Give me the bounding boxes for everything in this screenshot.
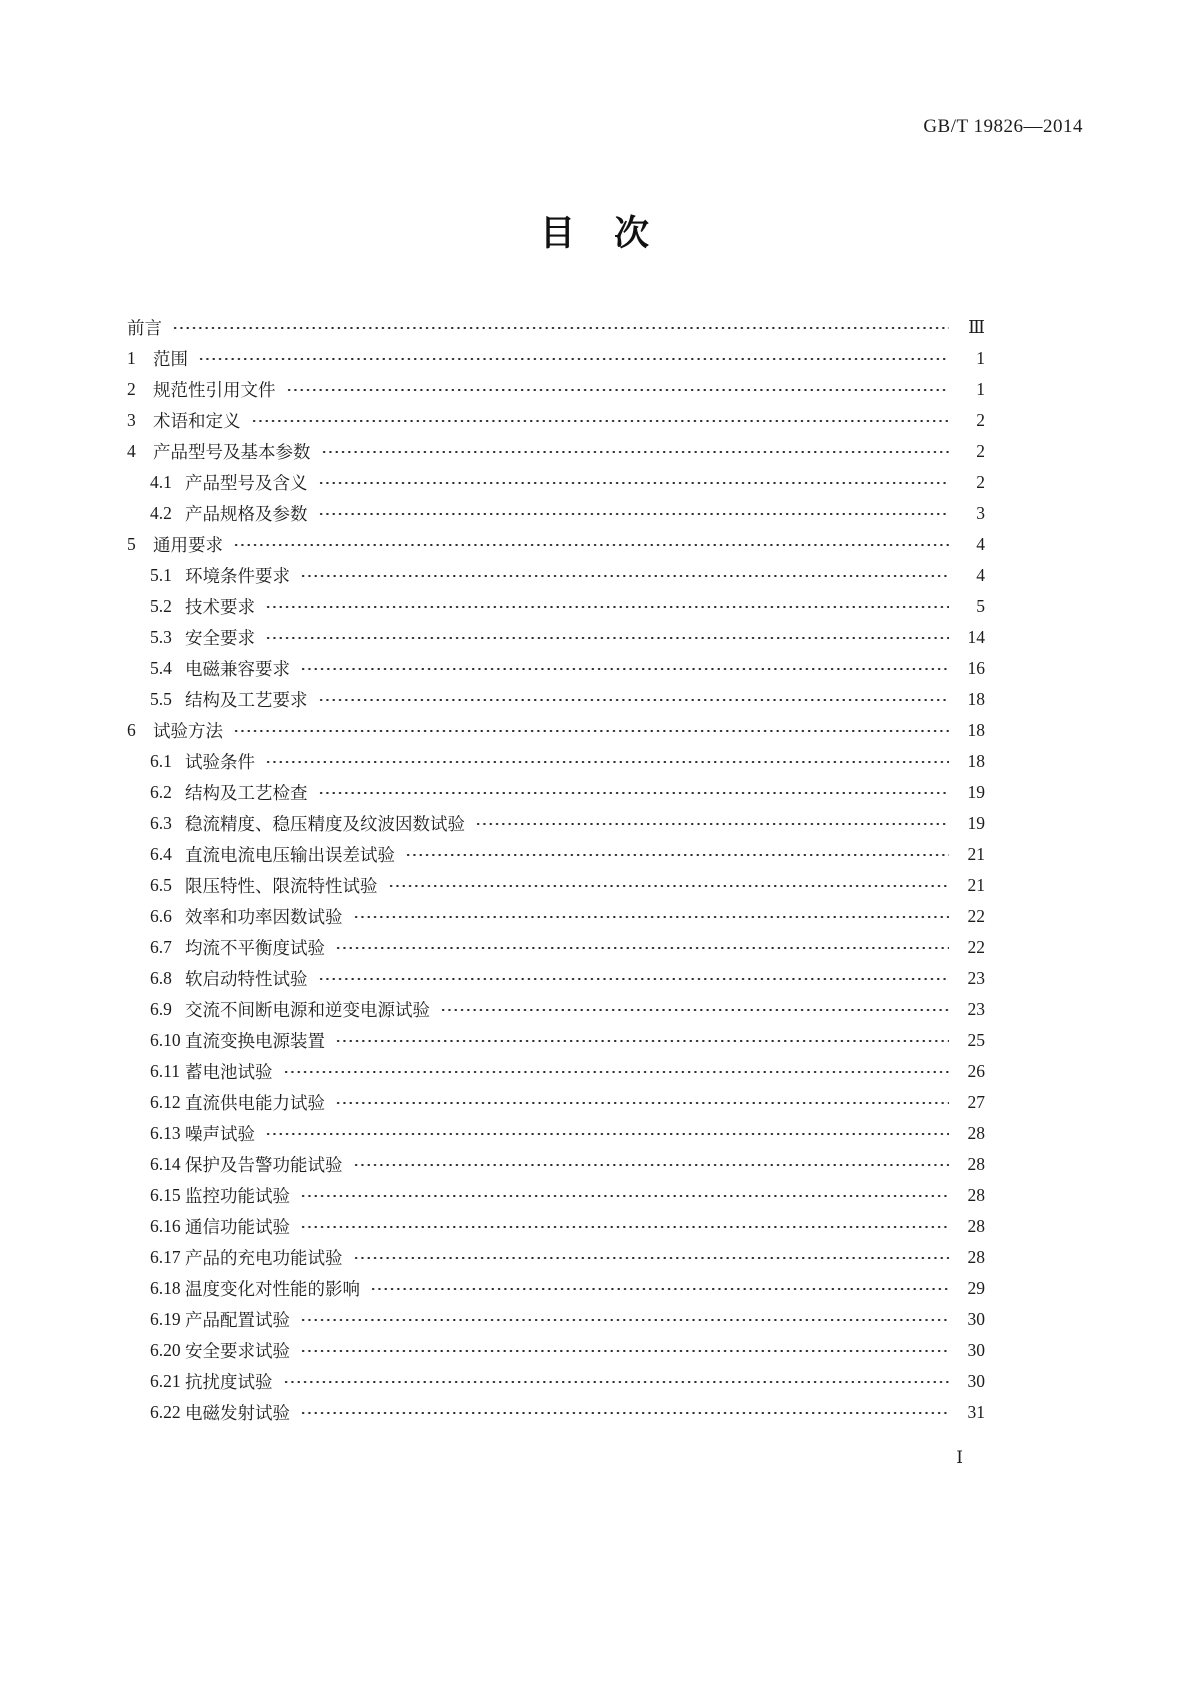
toc-entry-page: 1: [976, 348, 985, 368]
toc-entry-page: 2: [976, 472, 985, 492]
toc-entry-number: 6.1: [150, 751, 172, 771]
toc-row[interactable]: [150, 1056, 985, 1087]
toc-entry-label: 试验方法: [153, 721, 223, 741]
toc-entry-label: 软启动特性试验: [185, 969, 308, 989]
toc-leader-dots: [300, 1404, 949, 1424]
toc-entry-page: 18: [967, 720, 985, 740]
toc-row[interactable]: [127, 312, 985, 343]
toc-entry-page: 5: [976, 596, 985, 616]
toc-leader-dots: [335, 939, 949, 959]
toc-entry-label: 通信功能试验: [185, 1217, 290, 1237]
toc-entry-number: 6.17: [150, 1247, 181, 1267]
toc-row[interactable]: [150, 560, 985, 591]
toc-row[interactable]: [150, 1335, 985, 1366]
toc-entry-label: 噪声试验: [185, 1124, 255, 1144]
toc-entry-label: 蓄电池试验: [185, 1062, 273, 1082]
toc-entry-page: 30: [967, 1309, 985, 1329]
toc-entry-number: 6.12: [150, 1092, 181, 1112]
toc-row[interactable]: [150, 1242, 985, 1273]
toc-entry-label: 安全要求试验: [185, 1341, 290, 1361]
toc-entry-label: 限压特性、限流特性试验: [185, 876, 378, 896]
toc-entry-number: 6.4: [150, 844, 172, 864]
toc-entry-label: 前言: [127, 318, 162, 338]
toc-entry-number: 3: [127, 410, 136, 430]
toc-leader-dots: [233, 536, 949, 556]
toc-entry-label: 产品型号及含义: [185, 473, 308, 493]
standard-number: GB/T 19826—2014: [923, 116, 1083, 137]
toc-entry-number: 6.5: [150, 875, 172, 895]
toc-list: [127, 312, 985, 1428]
toc-entry-page: 26: [967, 1061, 985, 1081]
toc-leader-dots: [233, 722, 949, 742]
toc-entry-label: 温度变化对性能的影响: [185, 1279, 360, 1299]
toc-entry-label: 范围: [153, 349, 188, 369]
toc-row[interactable]: [150, 1025, 985, 1056]
toc-entry-number: 6.11: [150, 1061, 180, 1081]
toc-leader-dots: [283, 1373, 950, 1393]
toc-entry-label: 稳流精度、稳压精度及纹波因数试验: [185, 814, 465, 834]
folio-page-number: Ⅰ: [956, 1448, 963, 1467]
toc-leader-dots: [321, 443, 950, 463]
toc-row[interactable]: [127, 436, 985, 467]
toc-entry-number: 6.21: [150, 1371, 181, 1391]
toc-entry-page: 21: [967, 844, 985, 864]
toc-entry-page: 4: [976, 534, 985, 554]
toc-entry-label: 抗扰度试验: [185, 1372, 273, 1392]
toc-entry-number: 5.4: [150, 658, 172, 678]
toc-row[interactable]: [150, 498, 985, 529]
toc-entry-number: 6.13: [150, 1123, 181, 1143]
toc-leader-dots: [265, 753, 949, 773]
toc-row[interactable]: [150, 653, 985, 684]
toc-entry-label: 监控功能试验: [185, 1186, 290, 1206]
toc-leader-dots: [283, 1063, 950, 1083]
toc-entry-label: 环境条件要求: [185, 566, 290, 586]
toc-entry-label: 保护及告警功能试验: [185, 1155, 343, 1175]
toc-entry-label: 规范性引用文件: [153, 380, 276, 400]
toc-leader-dots: [318, 691, 950, 711]
toc-entry-page: 2: [976, 410, 985, 430]
toc-row[interactable]: [127, 343, 985, 374]
toc-entry-page: 18: [967, 751, 985, 771]
toc-entry-number: 6.14: [150, 1154, 181, 1174]
toc-leader-dots: [300, 1342, 949, 1362]
toc-entry-number: 4: [127, 441, 136, 461]
toc-entry-page: 28: [967, 1247, 985, 1267]
toc-leader-dots: [353, 1156, 950, 1176]
toc-entry-number: 6.6: [150, 906, 172, 926]
toc-leader-dots: [251, 412, 950, 432]
toc-row[interactable]: [150, 467, 985, 498]
toc-entry-number: 5.2: [150, 596, 172, 616]
toc-entry-page: 3: [976, 503, 985, 523]
toc-entry-label: 产品的充电功能试验: [185, 1248, 343, 1268]
toc-leader-dots: [286, 381, 950, 401]
toc-row[interactable]: [150, 1118, 985, 1149]
toc-entry-page: 30: [967, 1371, 985, 1391]
toc-row[interactable]: [150, 963, 985, 994]
toc-entry-page: 4: [976, 565, 985, 585]
toc-entry-label: 安全要求: [185, 628, 255, 648]
toc-entry-label: 效率和功率因数试验: [185, 907, 343, 927]
toc-entry-page: 21: [967, 875, 985, 895]
toc-entry-number: 5.1: [150, 565, 172, 585]
toc-entry-label: 产品型号及基本参数: [153, 442, 311, 462]
toc-row[interactable]: [150, 746, 985, 777]
toc-row[interactable]: [150, 1149, 985, 1180]
toc-entry-label: 直流供电能力试验: [185, 1093, 325, 1113]
toc-entry-label: 通用要求: [153, 535, 223, 555]
toc-leader-dots: [318, 474, 950, 494]
toc-entry-number: 5.5: [150, 689, 172, 709]
toc-row[interactable]: [150, 1211, 985, 1242]
toc-entry-label: 产品配置试验: [185, 1310, 290, 1330]
toc-entry-page: 28: [967, 1216, 985, 1236]
toc-leader-dots: [335, 1094, 949, 1114]
toc-leader-dots: [300, 1218, 949, 1238]
toc-entry-page: 2: [976, 441, 985, 461]
toc-entry-number: 5.3: [150, 627, 172, 647]
toc-leader-dots: [198, 350, 949, 370]
toc-leader-dots: [475, 815, 949, 835]
toc-entry-number: 6.8: [150, 968, 172, 988]
toc-entry-label: 直流电流电压输出误差试验: [185, 845, 395, 865]
toc-entry-number: 6.10: [150, 1030, 181, 1050]
toc-entry-number: 6.15: [150, 1185, 181, 1205]
toc-entry-number: 6.19: [150, 1309, 181, 1329]
toc-entry-label: 技术要求: [185, 597, 255, 617]
toc-row[interactable]: [150, 1273, 985, 1304]
toc-entry-number: 1: [127, 348, 136, 368]
toc-entry-label: 试验条件: [185, 752, 255, 772]
toc-row[interactable]: [150, 1087, 985, 1118]
toc-leader-dots: [265, 598, 949, 618]
toc-row[interactable]: [150, 1304, 985, 1335]
toc-leader-dots: [388, 877, 950, 897]
toc-row[interactable]: [150, 808, 985, 839]
toc-leader-dots: [318, 970, 950, 990]
toc-row[interactable]: [127, 405, 985, 436]
page-title: 目 次: [539, 214, 651, 253]
toc-leader-dots: [318, 505, 950, 525]
toc-entry-number: 4.1: [150, 472, 172, 492]
toc-entry-number: 6: [127, 720, 136, 740]
toc-entry-page: 19: [967, 782, 985, 802]
toc-entry-page: 27: [967, 1092, 985, 1112]
toc-row[interactable]: [127, 715, 985, 746]
toc-entry-label: 交流不间断电源和逆变电源试验: [185, 1000, 430, 1020]
toc-leader-dots: [300, 660, 949, 680]
toc-leader-dots: [300, 567, 949, 587]
toc-leader-dots: [353, 908, 950, 928]
toc-entry-number: 4.2: [150, 503, 172, 523]
toc-entry-page: 16: [967, 658, 985, 678]
toc-entry-number: 6.22: [150, 1402, 181, 1422]
toc-entry-page: 19: [967, 813, 985, 833]
toc-row[interactable]: [150, 870, 985, 901]
toc-row[interactable]: [150, 591, 985, 622]
toc-entry-label: 直流变换电源装置: [185, 1031, 325, 1051]
toc-entry-label: 均流不平衡度试验: [185, 938, 325, 958]
toc-entry-label: 术语和定义: [153, 411, 241, 431]
toc-entry-page: 14: [967, 627, 985, 647]
toc-entry-page: 23: [967, 999, 985, 1019]
toc-entry-label: 结构及工艺要求: [185, 690, 308, 710]
toc-row[interactable]: [150, 932, 985, 963]
toc-row[interactable]: [127, 374, 985, 405]
toc-leader-dots: [440, 1001, 949, 1021]
toc-row[interactable]: [150, 839, 985, 870]
toc-entry-page: 31: [967, 1402, 985, 1422]
toc-entry-label: 产品规格及参数: [185, 504, 308, 524]
toc-row[interactable]: [150, 622, 985, 653]
toc-entry-page: 22: [967, 906, 985, 926]
toc-entry-page: 25: [967, 1030, 985, 1050]
toc-entry-number: 6.20: [150, 1340, 181, 1360]
toc-leader-dots: [172, 319, 949, 339]
toc-leader-dots: [335, 1032, 949, 1052]
toc-entry-page: 28: [967, 1123, 985, 1143]
toc-entry-page: 22: [967, 937, 985, 957]
toc-row[interactable]: [150, 777, 985, 808]
toc-entry-number: 6.18: [150, 1278, 181, 1298]
toc-entry-page: 1: [976, 379, 985, 399]
toc-entry-page: 23: [967, 968, 985, 988]
toc-entry-page: 28: [967, 1154, 985, 1174]
toc-entry-label: 电磁兼容要求: [185, 659, 290, 679]
toc-leader-dots: [300, 1311, 949, 1331]
toc-entry-number: 6.16: [150, 1216, 181, 1236]
toc-leader-dots: [265, 1125, 949, 1145]
toc-leader-dots: [300, 1187, 949, 1207]
toc-entry-page: 29: [967, 1278, 985, 1298]
toc-entry-label: 电磁发射试验: [185, 1403, 290, 1423]
toc-row[interactable]: [127, 529, 985, 560]
toc-row[interactable]: [150, 1397, 985, 1428]
toc-row[interactable]: [150, 1180, 985, 1211]
toc-entry-number: 6.2: [150, 782, 172, 802]
toc-row[interactable]: [150, 994, 985, 1025]
toc-entry-page: 18: [967, 689, 985, 709]
toc-entry-page: Ⅲ: [968, 317, 985, 337]
toc-leader-dots: [353, 1249, 950, 1269]
toc-entry-label: 结构及工艺检查: [185, 783, 308, 803]
toc-entry-number: 5: [127, 534, 136, 554]
toc-entry-number: 6.7: [150, 937, 172, 957]
toc-entry-number: 6.3: [150, 813, 172, 833]
toc-entry-page: 30: [967, 1340, 985, 1360]
toc-entry-number: 6.9: [150, 999, 172, 1019]
toc-row[interactable]: [150, 684, 985, 715]
toc-leader-dots: [265, 629, 949, 649]
toc-row[interactable]: [150, 1366, 985, 1397]
toc-entry-number: 2: [127, 379, 136, 399]
toc-leader-dots: [405, 846, 949, 866]
toc-leader-dots: [318, 784, 950, 804]
toc-row[interactable]: [150, 901, 985, 932]
toc-leader-dots: [370, 1280, 949, 1300]
toc-entry-page: 28: [967, 1185, 985, 1205]
